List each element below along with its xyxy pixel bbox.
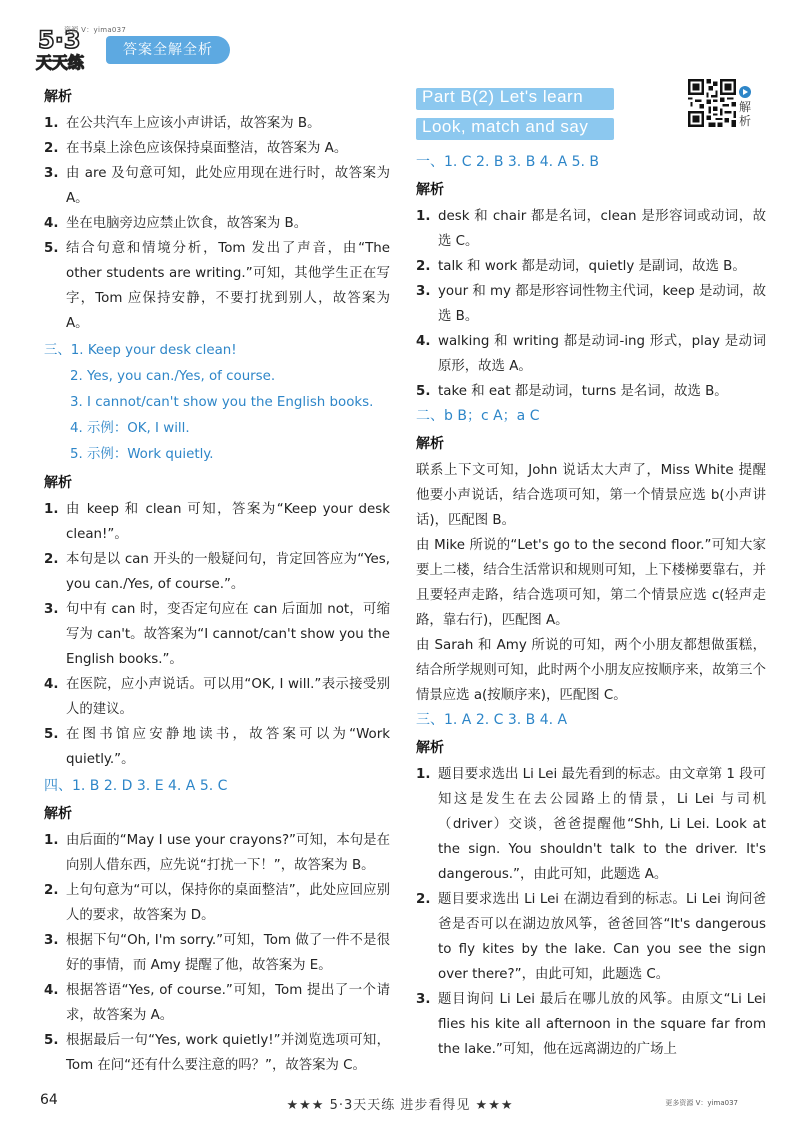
item-number: 3. (44, 166, 59, 181)
list-item (44, 928, 390, 978)
list-item (44, 878, 390, 928)
qr-code-icon[interactable] (688, 79, 736, 127)
analysis-paragraphs (416, 458, 766, 708)
item-text: 坐在电脑旁边应禁止饮食，故答案为 B。 (66, 216, 308, 231)
list-item (44, 597, 390, 672)
list-item (44, 828, 390, 878)
list-item (416, 762, 766, 887)
item-number: 5. (44, 241, 59, 256)
item-text: 根据下句“Oh, I'm sorry.”可知，Tom 做了一件不是很好的事情，而 Amy 提醒了他，故答案为 E。 (66, 933, 390, 973)
item-number: 2. (416, 259, 431, 274)
item-number: 2. (44, 141, 59, 156)
list-item (44, 672, 390, 722)
answer-line (44, 390, 390, 416)
banner-title: Part B(2) Let's learn (422, 87, 584, 106)
list-item (44, 111, 390, 136)
item-text: 本句是以 can 开头的一般疑问句，肯定回答应为“Yes, you can./Yes, of course.”。 (66, 552, 390, 592)
item-text: desk 和 chair 都是名词，clean 是形容词或动词，故选 C。 (438, 209, 766, 249)
list-item (416, 204, 766, 254)
item-text: 由 are 及句意可知，此处应用现在进行时，故答案为 A。 (66, 166, 390, 206)
answer-text: 4. 示例：OK, I will. (70, 421, 190, 436)
list-item (44, 136, 390, 161)
section-heading: 解析 (416, 740, 444, 756)
item-number: 2. (416, 892, 431, 907)
header-watermark: 资源 V：yima037 (64, 26, 127, 34)
answer-text: 5. 示例：Work quietly. (70, 447, 214, 462)
item-number: 1. (44, 502, 59, 517)
answer-line (44, 442, 390, 468)
item-number: 4. (44, 983, 59, 998)
analysis-list (416, 762, 766, 1062)
item-number: 3. (44, 933, 59, 948)
item-text: 根据最后一句“Yes, work quietly!”并浏览选项可知，Tom 在问“还有什么要注意的吗？”，故答案为 C。 (66, 1033, 390, 1073)
answers-section-3 (44, 338, 390, 468)
footer-slogan: ★★★ 5·3天天练 进步看得见 ★★★ (286, 1098, 514, 1113)
list-item (416, 329, 766, 379)
paragraph: 由 Sarah 和 Amy 所说的可知，两个小朋友都想做蛋糕，结合所学规则可知，此时两个小朋友应按顺序来，故第三个情景应选 a(按顺序来)，匹配图 C。 (416, 638, 766, 703)
list-item (44, 1028, 390, 1078)
list-item (416, 279, 766, 329)
item-number: 1. (44, 116, 59, 131)
footer-watermark: 更多资源 V：yima037 (665, 1099, 738, 1107)
qr-label: 解析 (739, 100, 752, 128)
list-item (44, 236, 390, 336)
item-number: 5. (44, 1033, 59, 1048)
list-item (44, 211, 390, 236)
list-item (44, 497, 390, 547)
list-item (44, 547, 390, 597)
left-column (44, 82, 390, 1078)
item-number: 2. (44, 552, 59, 567)
item-text: 由 keep 和 clean 可知，答案为“Keep your desk clean!”。 (66, 502, 390, 542)
item-number: 5. (44, 727, 59, 742)
section-heading: 解析 (416, 182, 444, 198)
item-text: 题目要求选出 Li Lei 最先看到的标志。由文章第 1 段可知这是发生在去公园路上的情景，Li Lei 与司机（driver）交谈，爸爸提醒他“Shh, Li Lei. Look at the sign. You shouldn't talk to the driver. It's dangerous.”，由此可知，此题选 A。 (438, 767, 766, 882)
item-text: 在图书馆应安静地读书，故答案可以为“Work quietly.”。 (66, 727, 390, 767)
item-number: 1. (416, 767, 431, 782)
list-item (44, 978, 390, 1028)
item-text: talk 和 work 都是动词，quietly 是副词，故选 B。 (438, 259, 746, 274)
list-item (416, 987, 766, 1062)
item-text: 句中有 can 时，变否定句应在 can 后面加 not，可缩写为 can't。故答案为“I cannot/can't show you the English books.”。 (66, 602, 390, 667)
item-text: 上句句意为“可以，保持你的桌面整洁”，此处应回应别人的要求，故答案为 D。 (66, 883, 390, 923)
answers-section-2: 二、b B；c A；a C (416, 408, 540, 424)
paragraph: 联系上下文可知，John 说话太大声了，Miss White 提醒他要小声说话，结合选项可知，第一个情景应选 b(小声讲话)，匹配图 B。 (416, 463, 766, 528)
item-number: 1. (416, 209, 431, 224)
section-heading: 解析 (44, 475, 72, 491)
list-item (416, 887, 766, 987)
answer-text: 2. Yes, you can./Yes, of course. (70, 369, 276, 384)
item-number: 4. (44, 216, 59, 231)
paragraph: 由 Mike 所说的“Let's go to the second floor.”可知大家要上二楼，结合生活常识和规则可知，上下楼梯要靠右，并且要轻声走路，结合选项可知，第二个情景应选 c(轻声走路，靠右行)，匹配图 A。 (416, 538, 766, 628)
answers-section-3: 三、1. A 2. C 3. B 4. A (416, 712, 568, 728)
answer-text: 1. Keep your desk clean! (70, 343, 237, 358)
right-column (416, 82, 766, 1062)
analysis-list (44, 828, 390, 1078)
page-number: 64 (40, 1092, 58, 1108)
analysis-list (44, 111, 390, 336)
item-text: 题目询问 Li Lei 最后在哪儿放的风筝。由原文“Li Lei flies his kite all afternoon in the square far from the lake.”可知，他在远离湖边的广场上 (438, 992, 766, 1057)
lesson-banner (416, 82, 766, 142)
list-item (416, 254, 766, 279)
answer-line (44, 364, 390, 390)
section-number: 三、 (44, 343, 71, 358)
item-number: 4. (416, 334, 431, 349)
svg-text:5·3: 5·3 (38, 26, 81, 54)
svg-text:天天练: 天天练 (36, 53, 85, 72)
item-number: 5. (416, 384, 431, 399)
item-text: walking 和 writing 都是动词-ing 形式，play 是动词原形，故选 A。 (438, 334, 766, 374)
item-text: 在书桌上涂色应该保持桌面整洁，故答案为 A。 (66, 141, 348, 156)
answer-line (44, 338, 390, 364)
list-item (416, 379, 766, 404)
item-text: 根据答语“Yes, of course.”可知，Tom 提出了一个请求，故答案为 A。 (66, 983, 390, 1023)
analysis-list (416, 204, 766, 404)
item-text: 结合句意和情境分析，Tom 发出了声音，由“The other students are writing.”可知，其他学生正在写字，Tom 应保持安静，不要打扰到别人，故答案为 A。 (66, 241, 390, 331)
item-text: your 和 my 都是形容词性物主代词，keep 是动词，故选 B。 (438, 284, 766, 324)
section-heading: 解析 (44, 89, 72, 105)
list-item (44, 722, 390, 772)
section-heading: 解析 (416, 436, 444, 452)
play-icon[interactable] (739, 86, 751, 98)
item-number: 4. (44, 677, 59, 692)
page-footer (0, 1092, 800, 1122)
item-text: 在公共汽车上应该小声讲话，故答案为 B。 (66, 116, 321, 131)
item-number: 3. (416, 284, 431, 299)
banner-subtitle: Look, match and say (422, 117, 589, 136)
item-number: 3. (416, 992, 431, 1007)
analysis-list (44, 497, 390, 772)
item-number: 2. (44, 883, 59, 898)
item-text: take 和 eat 都是动词，turns 是名词，故选 B。 (438, 384, 728, 399)
item-text: 题目要求选出 Li Lei 在湖边看到的标志。Li Lei 询问爸爸是否可以在湖边放风筝，爸爸回答“It's dangerous to fly kites by the lake. Can you see the sign over there?”，由此可知，此题选 C。 (438, 892, 766, 982)
item-number: 1. (44, 833, 59, 848)
section-heading: 解析 (44, 806, 72, 822)
list-item (44, 161, 390, 211)
answers-section-1: 一、1. C 2. B 3. B 4. A 5. B (416, 154, 600, 170)
answer-text: 3. I cannot/can't show you the English books. (70, 395, 374, 410)
header-tag: 答案全解全析 (106, 36, 230, 64)
item-text: 在医院，应小声说话。可以用“OK, I will.”表示接受别人的建议。 (66, 677, 390, 717)
item-number: 3. (44, 602, 59, 617)
answers-section-4: 四、1. B 2. D 3. E 4. A 5. C (44, 778, 228, 794)
answer-line (44, 416, 390, 442)
item-text: 由后面的“May I use your crayons?”可知，本句是在向别人借东西，应先说“打扰一下！”，故答案为 B。 (66, 833, 390, 873)
